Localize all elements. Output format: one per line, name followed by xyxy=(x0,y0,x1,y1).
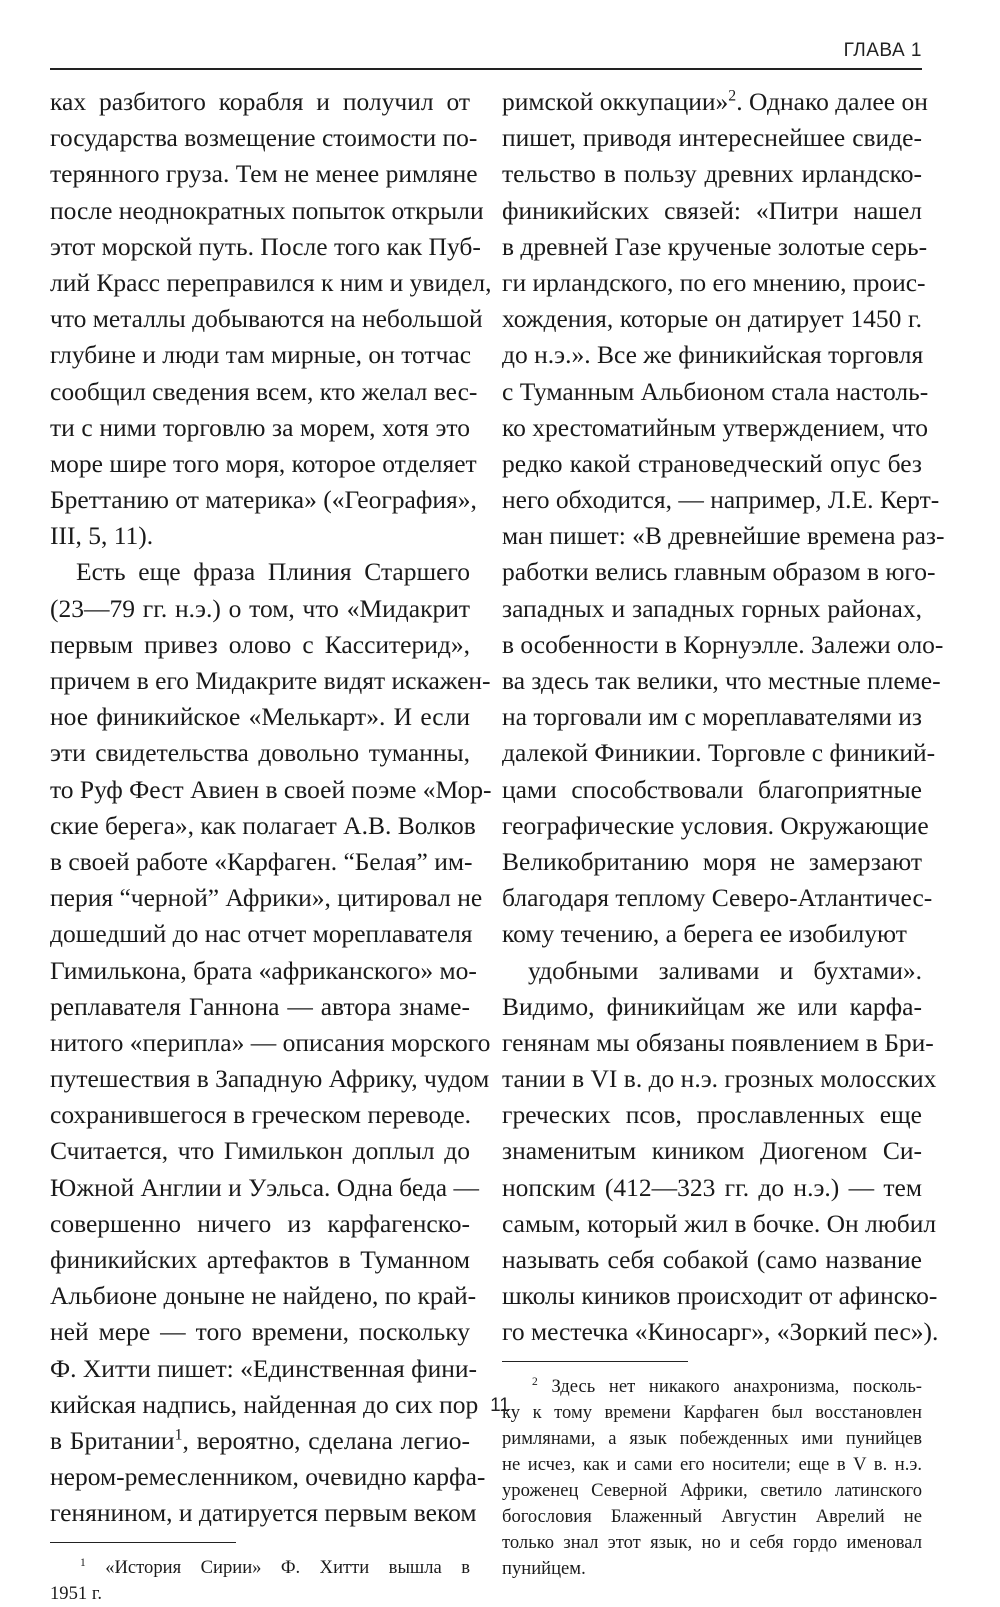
text-line: называть себя собакой (само название xyxy=(502,1245,922,1274)
text-line: редко какой страноведческий опус без xyxy=(502,448,922,478)
text-line: сообщил сведения всем, кто желал вес- xyxy=(50,376,478,406)
text-line: генянам мы обязаны появлением в Бри- xyxy=(502,1027,934,1057)
text-line: в особенности в Корнуэлле. Залежи оло- xyxy=(502,629,944,659)
footnote-marker: 1 xyxy=(80,1556,86,1569)
footnote-line xyxy=(50,1555,470,1581)
text-line: сохранившегося в греческом переводе. xyxy=(50,1100,472,1130)
text-line: причем в его Мидакрите видят искажен- xyxy=(50,666,491,695)
text-fragment: в Британии xyxy=(50,1425,175,1455)
text-line: ва здесь так велики, что местные племе- xyxy=(502,666,941,695)
text-line: географические условия. Окружающие xyxy=(502,810,929,840)
text-line: цами способствовали благоприятные xyxy=(502,774,922,804)
text-line: (23—79 гг. н.э.) о том, что «Мидакрит xyxy=(50,593,470,623)
text-line: после неоднократных попыток открыли xyxy=(50,195,484,225)
text-fragment: , вероятно, сделана легио- xyxy=(182,1425,470,1455)
text-line: ное финикийское «Мелькарт». И если xyxy=(50,702,470,732)
text-line: то Руф Фест Авиен в своей поэме «Мор- xyxy=(50,774,492,804)
footnote-line: пунийцем. xyxy=(502,1557,586,1579)
text-line: в древней Газе крученые золотые серь- xyxy=(502,231,928,261)
text-line: ко хрестоматийным утверждением, что xyxy=(502,412,929,442)
text-line: далекой Финикии. Торговле с финикий- xyxy=(502,738,936,768)
footnote-ref: 2 xyxy=(728,87,737,105)
footnote-ref: 1 xyxy=(174,1426,183,1444)
text-line: на торговали им с мореплавателями из xyxy=(502,702,922,732)
text-line: Считается, что Гимилькон доплыл до xyxy=(50,1136,470,1166)
text-line: путешествия в Западную Африку, чудом xyxy=(50,1064,490,1094)
footnote-line: 1951 г. xyxy=(50,1582,103,1604)
text-line: тании в VI в. до н.э. грозных молосских xyxy=(502,1064,937,1094)
footnote-line: богословия Блаженный Августин Аврелий не xyxy=(502,1505,922,1527)
text-line: Есть еще фраза Плиния Старшего xyxy=(76,557,470,587)
text-line: дошедший до нас отчет мореплавателя xyxy=(50,919,473,949)
text-fragment: римской оккупации» xyxy=(502,87,729,116)
text-line: первым привез олово с Касситерид», xyxy=(50,629,470,659)
text-line: Альбионе доныне не найдено, по край- xyxy=(50,1281,477,1311)
text-line: генянином, и датируется первым веком xyxy=(50,1498,477,1528)
text-line: государства возмещение стоимости по- xyxy=(50,123,478,153)
text-line: кийская надпись, найденная до сих пор xyxy=(50,1389,479,1419)
text-line: нером-ремесленником, очевидно карфа- xyxy=(50,1462,486,1492)
right-column xyxy=(502,84,945,1582)
text-line: работки велись главным образом в юго- xyxy=(502,557,936,587)
text-line: совершенно ничего из карфагенско- xyxy=(50,1208,470,1238)
text-line: Великобританию моря не замерзают xyxy=(502,846,922,876)
text-line: реплавателя Ганнона — автора знаме- xyxy=(50,991,470,1021)
text-line: хождения, которые он датирует 1450 г. xyxy=(502,304,922,334)
page-number: 11 xyxy=(490,1395,510,1416)
text-line: самым, который жил в бочке. Он любил xyxy=(502,1208,937,1238)
text-line: нитого «перипла» — описания морского xyxy=(50,1027,491,1057)
text-line: Бреттанию от материка» («География», xyxy=(50,485,477,515)
text-line: знаменитым киником Диогеном Си- xyxy=(502,1136,922,1166)
text-line: Видимо, финикийцам же или карфа- xyxy=(502,991,922,1021)
text-line: с Туманным Альбионом стала настоль- xyxy=(502,376,929,406)
text-line: него обходится, — например, Л.Е. Керт- xyxy=(502,485,940,515)
running-head: ГЛАВА 1 xyxy=(843,40,922,61)
text-line: III, 5, 11). xyxy=(50,521,154,551)
footnote-line: уроженец Северной Африки, светило латинского xyxy=(502,1479,922,1501)
footnote-rule xyxy=(502,1361,688,1362)
text-line: благодаря теплому Северо-Атлантичес- xyxy=(502,883,933,913)
text-line: удобными заливами и бухтами». xyxy=(528,955,922,985)
left-column xyxy=(50,84,492,1607)
text-line: море шире того моря, которое отделяет xyxy=(50,448,477,478)
footnote-line: римлянами, а язык побежденных ими пунийцев xyxy=(502,1427,922,1449)
text-line: западных и западных горных районах, xyxy=(502,593,922,623)
text-line: ские берега», как полагает А.В. Волков xyxy=(50,810,476,840)
footnote-text: Здесь нет никакого анахронизма, посколь- xyxy=(537,1375,922,1397)
footnote-text: «История Сирии» Ф. Хитти вышла в xyxy=(85,1556,470,1578)
text-line: перия “черной” Африки», цитировал не xyxy=(50,883,483,913)
header-rule xyxy=(50,68,922,70)
text-line xyxy=(50,1423,470,1459)
text-line: ках разбитого корабля и получил от xyxy=(50,87,470,116)
text-line: этот морской путь. После того как Пуб- xyxy=(50,231,481,261)
text-line: го местечка «Киносарг», «Зоркий пес»). xyxy=(502,1317,939,1347)
footnote-line: не исчез, как и сами его носители; еще в V в. н.э. xyxy=(502,1453,922,1475)
text-line: ги ирландского, по его мнению, проис- xyxy=(502,267,926,297)
text-line: лий Красс переправился к ним и увидел, xyxy=(50,267,492,297)
text-line: терянного груза. Тем не менее римляне xyxy=(50,159,478,189)
text-line: глубине и люди там мирные, он тотчас xyxy=(50,340,472,370)
text-line: Ф. Хитти пишет: «Единственная фини- xyxy=(50,1353,478,1383)
text-line: кому течению, а берега ее изобилуют xyxy=(502,919,907,949)
text-line: греческих псов, прославленных еще xyxy=(502,1100,922,1130)
text-line: пишет, приводя интереснейшее свиде- xyxy=(502,123,922,153)
text-line xyxy=(502,84,928,120)
text-line: школы киников происходит от афинско- xyxy=(502,1281,938,1311)
text-line: эти свидетельства довольно туманны, xyxy=(50,738,470,768)
text-line: ней мере — того времени, поскольку xyxy=(50,1317,470,1347)
text-line: тельство в пользу древних ирландско- xyxy=(502,159,922,189)
text-line: Гимилькона, брата «африканского» мо- xyxy=(50,955,477,985)
footnote-marker: 2 xyxy=(532,1375,538,1388)
footnote-rule xyxy=(50,1542,236,1543)
text-line: нопским (412—323 гг. до н.э.) — тем xyxy=(502,1172,922,1202)
footnote-line: ку к тому времени Карфаген был восстановлен xyxy=(502,1401,922,1423)
text-line: ман пишет: «В древнейшие времена раз- xyxy=(502,521,945,551)
text-line: что металлы добываются на небольшой xyxy=(50,304,483,334)
text-line: финикийских артефактов в Туманном xyxy=(50,1245,470,1274)
text-line: ти с ними торговлю за морем, хотя это xyxy=(50,412,470,442)
text-fragment: . Однако далее он xyxy=(736,87,928,116)
text-line: Южной Англии и Уэльса. Одна беда — xyxy=(50,1172,479,1202)
footnote-line: только знал этот язык, но и себя гордо именовал xyxy=(502,1531,922,1553)
text-line: финикийских связей: «Питри нашел xyxy=(502,195,922,225)
text-line: в своей работе «Карфаген. “Белая” им- xyxy=(50,846,473,876)
text-line: до н.э.». Все же финикийская торговля xyxy=(502,340,924,370)
